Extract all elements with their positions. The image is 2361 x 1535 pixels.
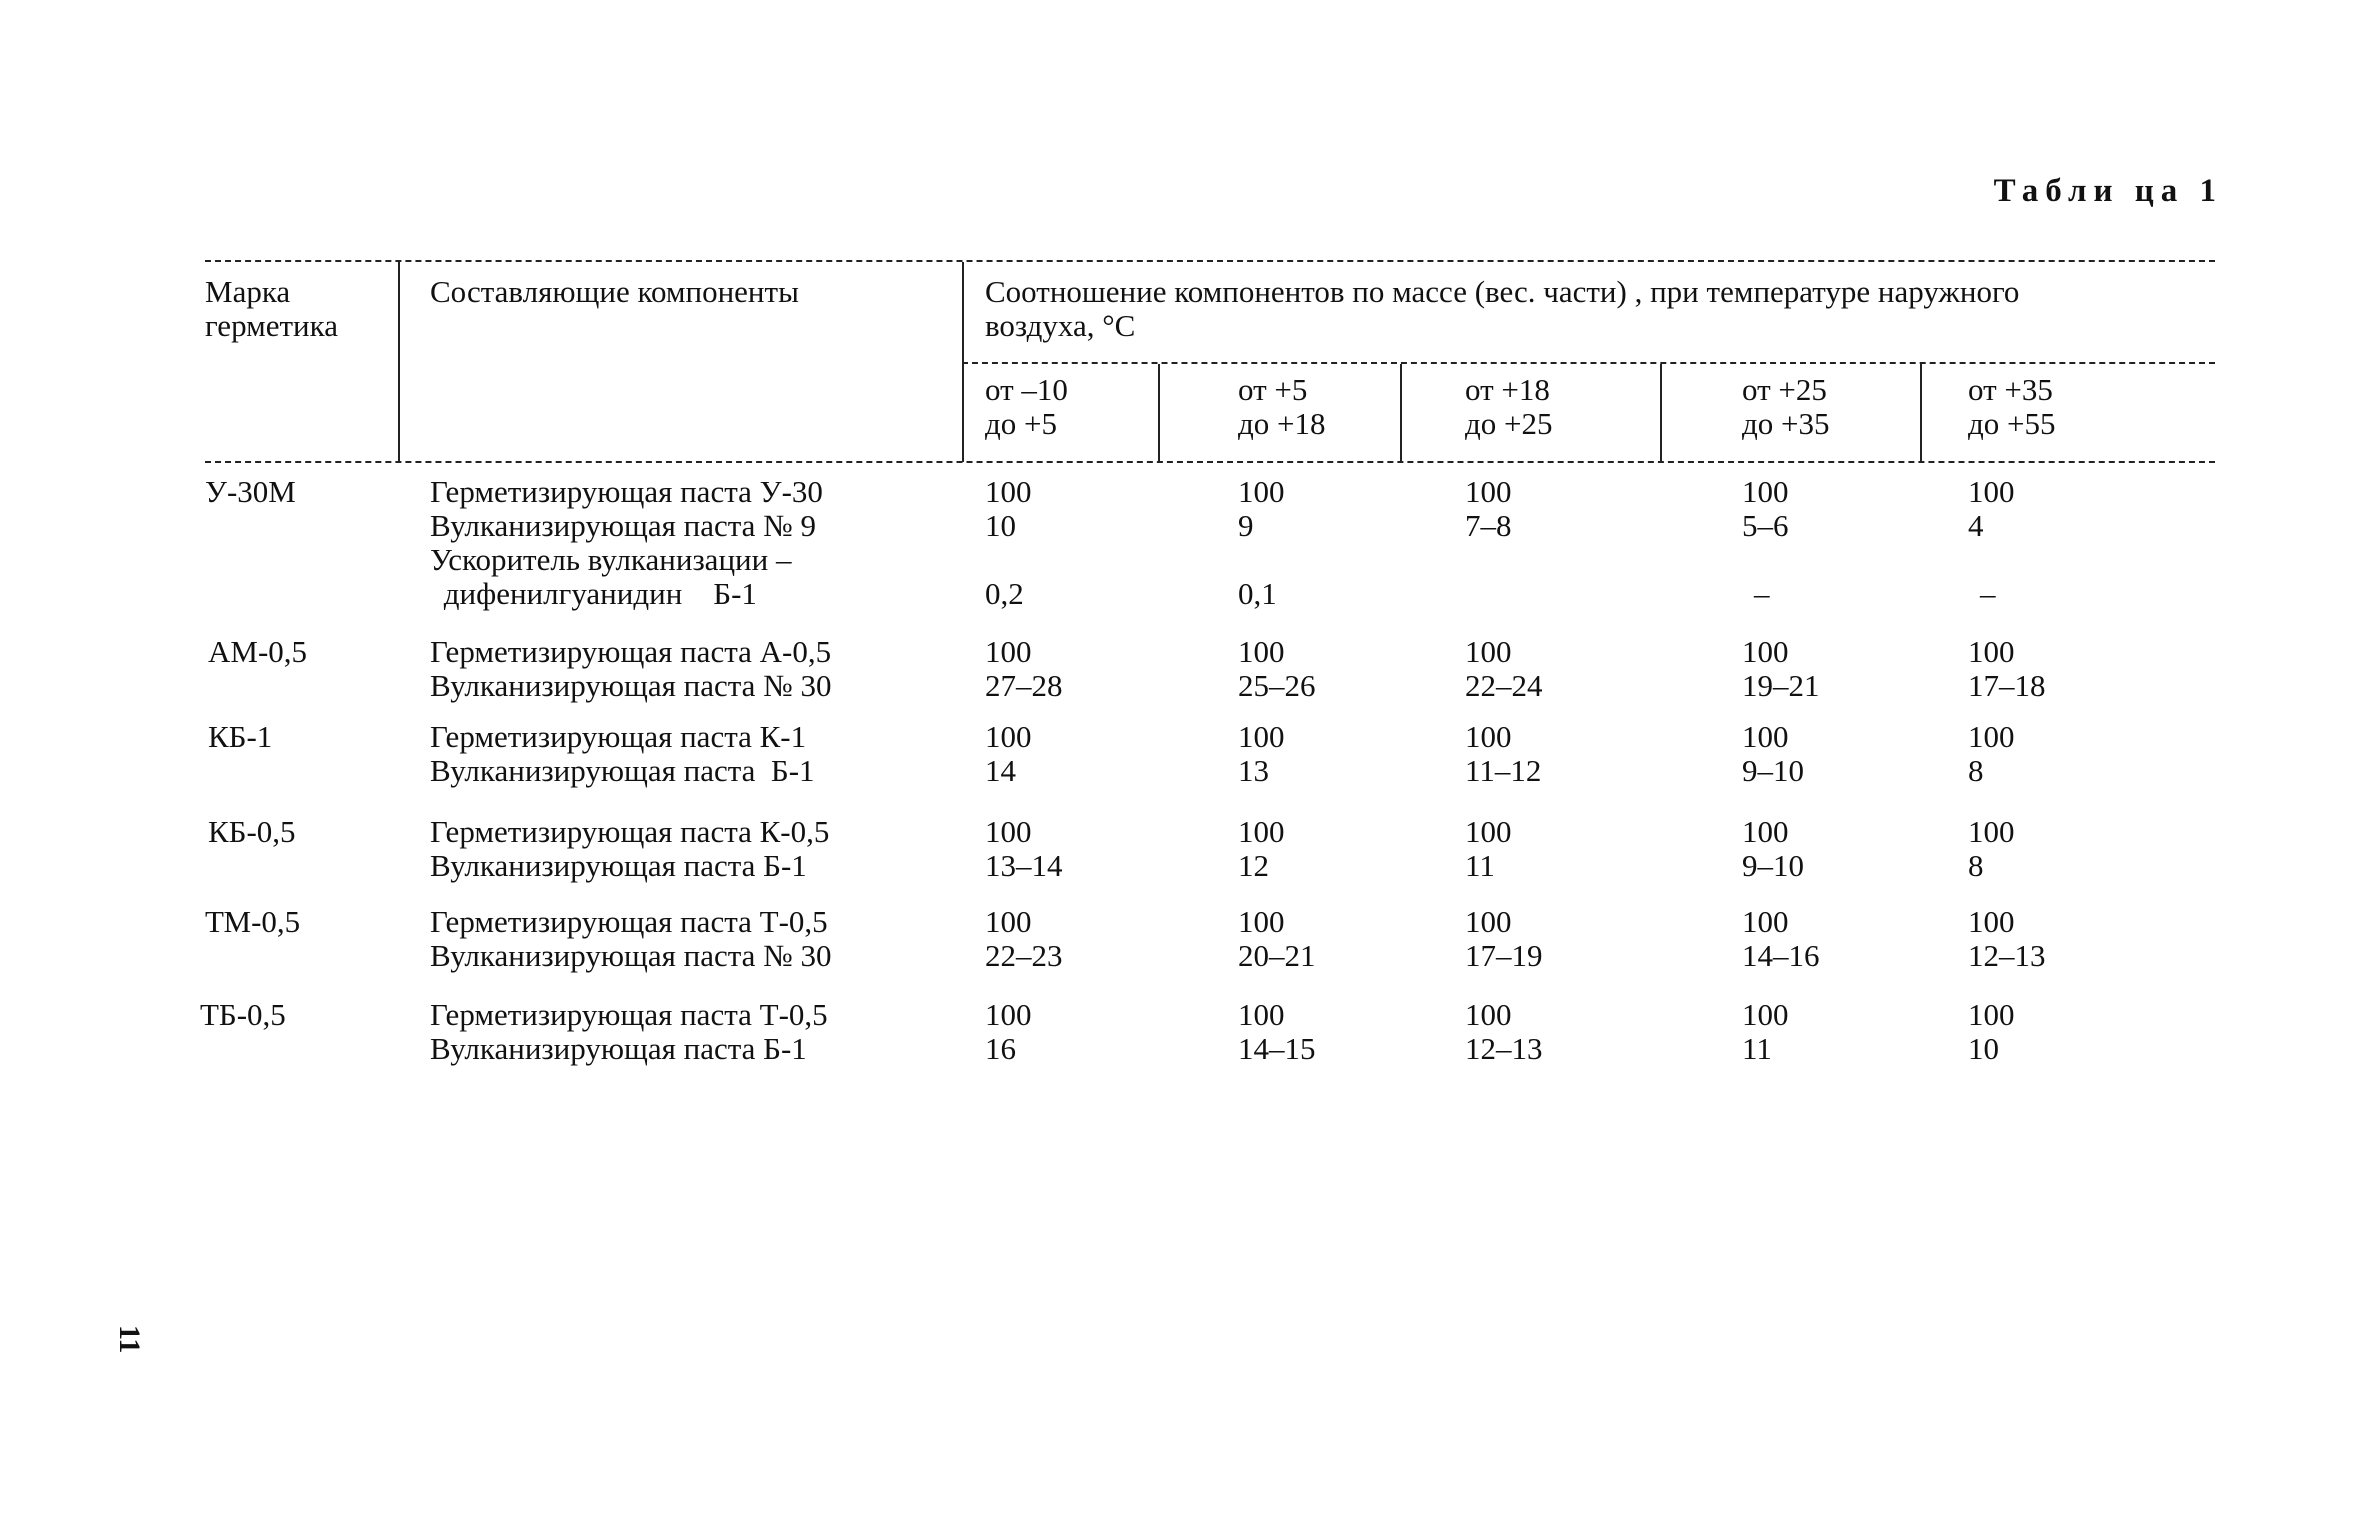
value-cell: 10	[985, 508, 1016, 543]
component-cell: Вулканизирующая паста № 9	[430, 508, 817, 543]
header-range-4-line2: до +35	[1742, 406, 1830, 441]
value-cell: 100	[1238, 814, 1285, 849]
value-cell: 20–21	[1238, 938, 1316, 973]
value-cell: 16	[985, 1031, 1016, 1066]
value-cell: 0,2	[985, 576, 1024, 611]
value-cell: 100	[1238, 634, 1285, 669]
value-cell: 100	[1465, 904, 1512, 939]
vline-range-1	[1158, 364, 1160, 462]
value-cell: 22–24	[1465, 668, 1543, 703]
value-cell: 100	[1465, 814, 1512, 849]
value-cell: 100	[1968, 634, 2015, 669]
value-cell: 14–16	[1742, 938, 1820, 973]
header-range-4-line1: от +25	[1742, 372, 1827, 407]
value-cell: 100	[1742, 474, 1789, 509]
component-cell: Герметизирующая паста Т-0,5	[430, 997, 828, 1032]
value-cell: 27–28	[985, 668, 1063, 703]
value-cell: 100	[985, 997, 1032, 1032]
component-cell: Герметизирующая паста К-1	[430, 719, 807, 754]
value-cell: 11–12	[1465, 753, 1542, 788]
value-cell: 100	[1968, 997, 2015, 1032]
value-cell: 14–15	[1238, 1031, 1316, 1066]
vline-range-2	[1400, 364, 1402, 462]
value-cell: 11	[1465, 848, 1495, 883]
header-components: Составляющие компоненты	[430, 274, 799, 309]
value-cell: 10	[1968, 1031, 1999, 1066]
value-cell: 100	[1742, 814, 1789, 849]
value-cell: 100	[985, 904, 1032, 939]
header-range-1-line1: от –10	[985, 372, 1068, 407]
value-cell: 100	[1238, 904, 1285, 939]
brand-cell: КБ-0,5	[208, 814, 296, 849]
value-cell: 100	[1465, 634, 1512, 669]
page-number: 11	[113, 1325, 146, 1354]
brand-cell: ТМ-0,5	[205, 904, 301, 939]
value-cell: 100	[1742, 997, 1789, 1032]
value-cell: 8	[1968, 848, 1984, 883]
header-ratio-line2: воздуха, °С	[985, 308, 1136, 343]
value-cell: 100	[1968, 719, 2015, 754]
header-range-2-line1: от +5	[1238, 372, 1308, 407]
vline-components	[962, 262, 964, 462]
value-cell: 14	[985, 753, 1016, 788]
value-cell: 100	[985, 814, 1032, 849]
value-cell: 9	[1238, 508, 1254, 543]
value-cell: –	[1980, 576, 1996, 611]
vline-range-3	[1660, 364, 1662, 462]
header-brand	[205, 275, 338, 343]
value-cell: 100	[1742, 634, 1789, 669]
value-cell: 5–6	[1742, 508, 1789, 543]
header-range-2-line2: до +18	[1238, 406, 1326, 441]
component-cell: Вулканизирующая паста Б-1	[430, 1031, 807, 1066]
header-ratio-line1: Соотношение компонентов по массе (вес. части) , при температуре наружного	[985, 274, 2020, 309]
header-brand-line1: Марка	[205, 274, 291, 309]
header-range-5	[1968, 373, 2056, 441]
component-cell: Вулканизирующая паста Б-1	[430, 753, 815, 788]
value-cell: 100	[1968, 474, 2015, 509]
header-range-1	[985, 373, 1068, 441]
value-cell: –	[1754, 576, 1770, 611]
component-cell: Вулканизирующая паста № 30	[430, 938, 832, 973]
component-cell: Герметизирующая паста У-30	[430, 474, 823, 509]
header-range-3-line1: от +18	[1465, 372, 1550, 407]
header-range-5-line1: от +35	[1968, 372, 2053, 407]
value-cell: 13	[1238, 753, 1269, 788]
value-cell: 17–19	[1465, 938, 1543, 973]
value-cell: 13–14	[985, 848, 1063, 883]
value-cell: 100	[985, 634, 1032, 669]
header-range-5-line2: до +55	[1968, 406, 2056, 441]
value-cell: 100	[1742, 719, 1789, 754]
value-cell: 7–8	[1465, 508, 1512, 543]
value-cell: 0,1	[1238, 576, 1277, 611]
value-cell: 100	[1968, 904, 2015, 939]
value-cell: 22–23	[985, 938, 1063, 973]
value-cell: 100	[1742, 904, 1789, 939]
header-range-3	[1465, 373, 1553, 441]
header-brand-line2: герметика	[205, 308, 338, 343]
value-cell: 100	[1968, 814, 2015, 849]
value-cell: 25–26	[1238, 668, 1316, 703]
value-cell: 100	[1238, 719, 1285, 754]
value-cell: 12	[1238, 848, 1269, 883]
value-cell: 9–10	[1742, 848, 1804, 883]
rule-header-bottom	[205, 461, 2215, 463]
brand-cell: У-30М	[205, 474, 296, 509]
table-title: Табли ца 1	[1993, 173, 2223, 209]
value-cell: 9–10	[1742, 753, 1804, 788]
brand-cell: ТБ-0,5	[200, 997, 286, 1032]
value-cell: 12–13	[1465, 1031, 1543, 1066]
header-range-4	[1742, 373, 1830, 441]
value-cell: 100	[1238, 474, 1285, 509]
value-cell: 100	[985, 719, 1032, 754]
component-cell: Герметизирующая паста Т-0,5	[430, 904, 828, 939]
component-cell: дифенилгуанидин Б-1	[436, 576, 757, 611]
component-cell: Герметизирующая паста А-0,5	[430, 634, 832, 669]
header-range-2	[1238, 373, 1326, 441]
value-cell: 100	[1465, 719, 1512, 754]
header-range-1-line2: до +5	[985, 406, 1058, 441]
rule-header-mid	[962, 362, 2215, 364]
brand-cell: АМ-0,5	[208, 634, 308, 669]
value-cell: 11	[1742, 1031, 1772, 1066]
component-cell: Ускоритель вулканизации –	[430, 542, 792, 577]
component-cell: Герметизирующая паста К-0,5	[430, 814, 830, 849]
rule-top	[205, 260, 2215, 262]
value-cell: 12–13	[1968, 938, 2046, 973]
component-cell: Вулканизирующая паста Б-1	[430, 848, 807, 883]
value-cell: 19–21	[1742, 668, 1820, 703]
value-cell: 100	[1238, 997, 1285, 1032]
value-cell: 100	[985, 474, 1032, 509]
vline-brand	[398, 262, 400, 462]
value-cell: 17–18	[1968, 668, 2046, 703]
brand-cell: КБ-1	[208, 719, 273, 754]
value-cell: 4	[1968, 508, 1984, 543]
vline-range-4	[1920, 364, 1922, 462]
header-ratio	[985, 275, 2019, 343]
value-cell: 100	[1465, 474, 1512, 509]
value-cell: 8	[1968, 753, 1984, 788]
component-cell: Вулканизирующая паста № 30	[430, 668, 832, 703]
header-range-3-line2: до +25	[1465, 406, 1553, 441]
value-cell: 100	[1465, 997, 1512, 1032]
